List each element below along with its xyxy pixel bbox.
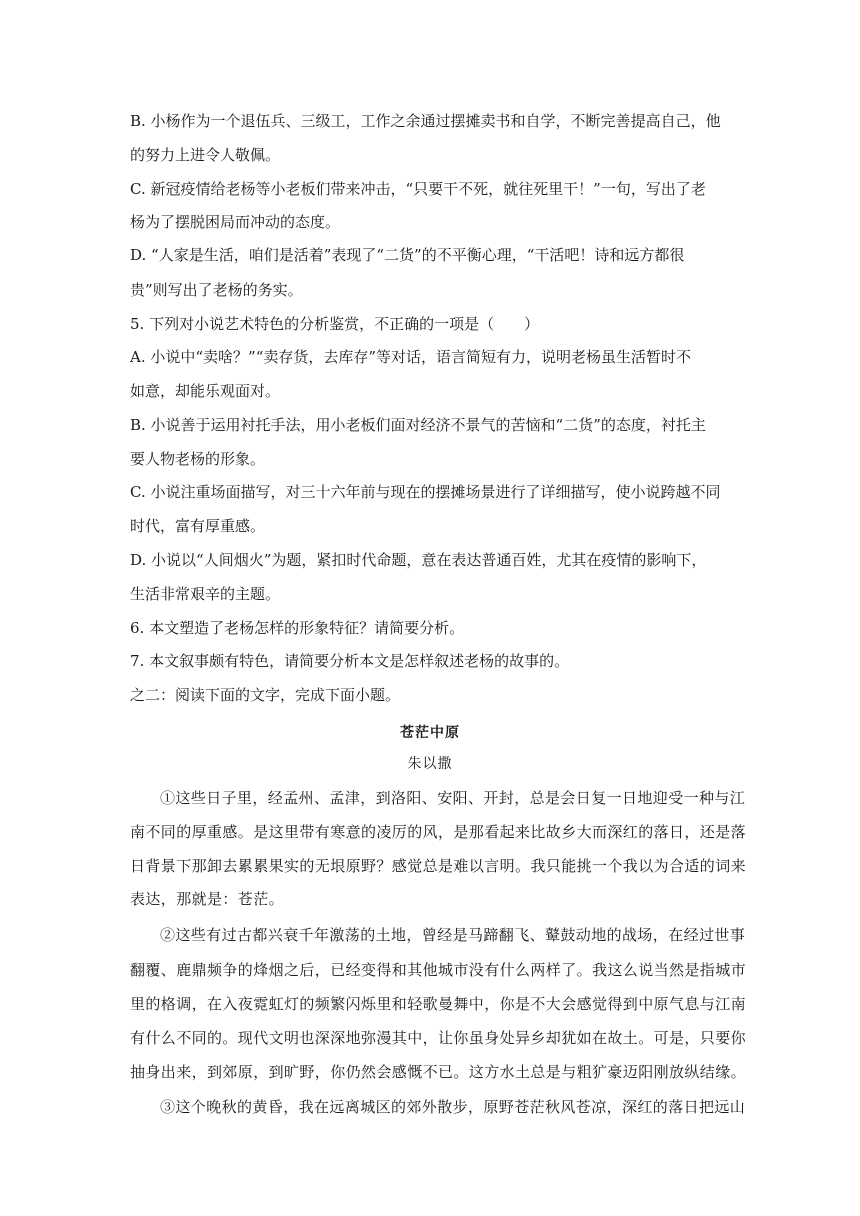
essay-line: 南不同的厚重感。是这里带有寒意的凌厉的风，是那看起来比故乡大而深红的落日，还是落	[130, 823, 747, 841]
text-line: C. 新冠疫情给老杨等小老板们带来冲击，“只要干不死，就往死里干！”一句，写出了老	[130, 180, 706, 198]
text-line: B. 小说善于运用衬托手法，用小老板们面对经济不景气的苦恼和“二货”的态度，衬托主	[130, 416, 706, 434]
essay-line: 翻覆、鹿鼎频争的烽烟之后，已经变得和其他城市没有什么两样了。我这么说当然是指城市	[130, 961, 747, 979]
text-line: 时代，富有厚重感。	[130, 517, 266, 535]
essay-paragraph-3: ③这个晚秋的黄昏，我在远离城区的郊外散步，原野苍茫秋风苍凉，深红的落日把远山	[160, 1098, 746, 1116]
text-line: B. 小杨作为一个退伍兵、三级工，工作之余通过摆摊卖书和自学，不断完善提高自己，他	[130, 112, 721, 130]
text-line: D. 小说以“人间烟火”为题，紧扣时代命题，意在表达普通百姓，尤其在疫情的影响下，	[130, 551, 707, 569]
text-line: C. 小说注重场面描写，对三十六年前与现在的摆摊场景进行了详细描写，使小说跨越不同	[130, 483, 721, 501]
essay-line: 有什么不同的。现代文明也深深地弥漫其中，让你虽身处异乡却犹如在故土。可是，只要你	[130, 1029, 747, 1047]
question-6: 6. 本文塑造了老杨怎样的形象特征？请简要分析。	[130, 619, 465, 637]
essay-line: 表达，那就是：苍茫。	[130, 890, 285, 908]
text-line: 如意，却能乐观面对。	[130, 382, 281, 400]
essay-paragraph-1: ①这些日子里，经孟州、孟津，到洛阳、安阳、开封，总是会日复一日地迎受一种与江	[160, 789, 746, 807]
essay-title: 苍茫中原	[400, 725, 460, 741]
essay-line: 日背景下那卸去累累果实的无垠原野？感觉总是难以言明。我只能挑一个我以为合适的词来	[130, 857, 747, 875]
text-line: D. “人家是生活，咱们是活着”表现了“二货”的不平衡心理，“干活吧！诗和远方都很	[130, 246, 685, 264]
text-line: 贵”则写出了老杨的务实。	[130, 281, 303, 299]
text-line: 生活非常艰辛的主题。	[130, 585, 281, 603]
text-line: 要人物老杨的形象。	[130, 450, 266, 468]
essay-author: 朱以撒	[407, 756, 453, 772]
text-line: 杨为了摆脱困局而冲动的态度。	[130, 213, 341, 231]
question-7: 7. 本文叙事颇有特色，请简要分析本文是怎样叙述老杨的故事的。	[130, 652, 570, 670]
essay-line: 抽身出来，到郊原，到旷野，你仍然会感慨不已。这方水土总是与粗犷豪迈阳刚放纵结缘。	[130, 1063, 747, 1081]
text-line: 的努力上进令人敬佩。	[130, 146, 281, 164]
text-line: A. 小说中“卖啥？”“卖存货，去库存”等对话，语言简短有力，说明老杨虽生活暂时不	[130, 348, 692, 366]
essay-paragraph-2: ②这些有过古都兴衰千年激荡的土地，曾经是马蹄翻飞、鼙鼓动地的战场，在经过世事	[160, 926, 746, 944]
section-intro: 之二：阅读下面的文字，完成下面小题。	[130, 686, 401, 704]
essay-line: 里的格调，在入夜霓虹灯的频繁闪烁里和轻歌曼舞中，你是不大会感觉得到中原气息与江南	[130, 995, 747, 1013]
question-5: 5. 下列对小说艺术特色的分析鉴赏，不正确的一项是（ ）	[130, 315, 540, 333]
